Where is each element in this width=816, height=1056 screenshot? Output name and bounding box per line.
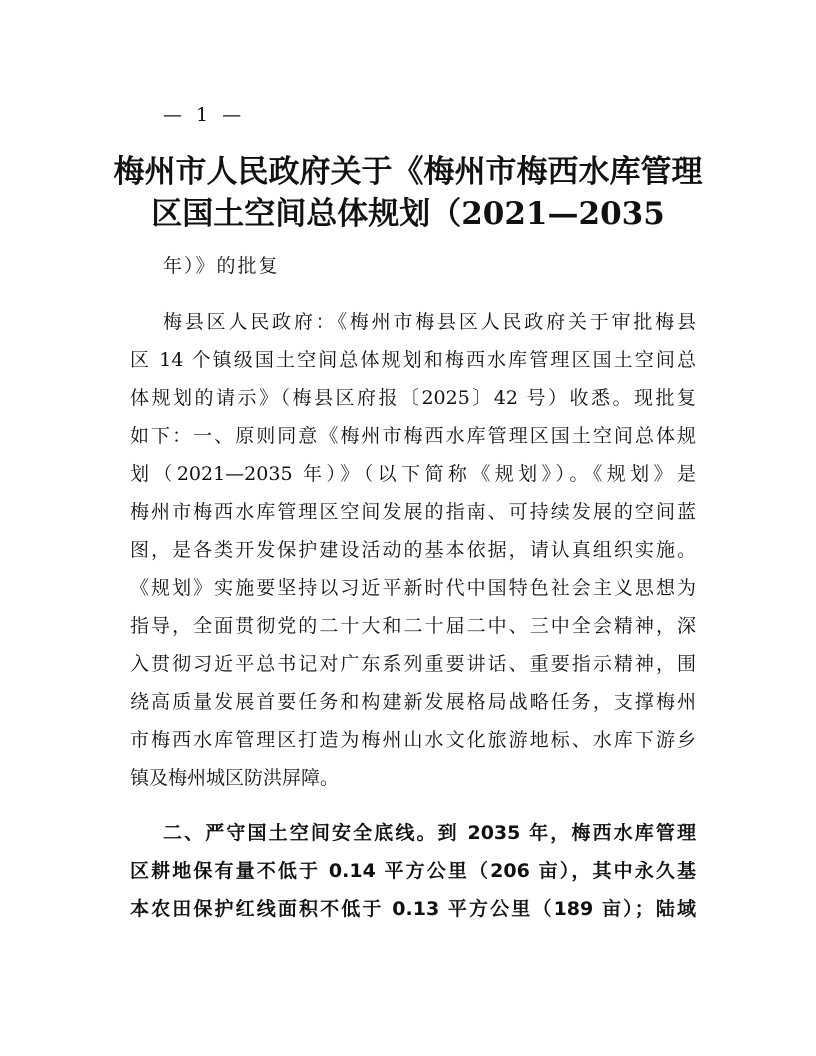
document-title-line-1: 梅州市人民政府关于《梅州市梅西水库管理 <box>113 154 703 190</box>
document-title-line-3: 年）》的批复 <box>163 255 280 277</box>
section-line: 本农田保护红线面积不低于 0.13 平方公里（189 亩）；陆域 <box>130 898 696 920</box>
page-number: — 1 — <box>163 104 246 126</box>
body-line: 梅州市梅西水库管理区空间发展的指南、可持续发展的空间蓝 <box>130 501 696 523</box>
body-line: 指导，全面贯彻党的二十大和二十届二中、三中全会精神，深 <box>130 615 696 637</box>
body-line: 区 14 个镇级国土空间总体规划和梅西水库管理区国土空间总 <box>130 349 696 371</box>
body-line: 绕高质量发展首要任务和构建新发展格局战略任务，支撑梅州 <box>130 691 696 713</box>
body-line: 市梅西水库管理区打造为梅州山水文化旅游地标、水库下游乡 <box>130 729 696 751</box>
body-line: 梅县区人民政府：《梅州市梅县区人民政府关于审批梅县 <box>163 311 696 333</box>
body-line: 图，是各类开发保护建设活动的基本依据，请认真组织实施。 <box>130 539 696 561</box>
body-line: 划（2021—2035 年）》（以下简称《规划》）。《规划》是 <box>130 463 696 485</box>
body-line: 如下：一、原则同意《梅州市梅西水库管理区国土空间总体规 <box>130 425 696 447</box>
body-line: 入贯彻习近平总书记对广东系列重要讲话、重要指示精神，围 <box>130 653 696 675</box>
body-line: 体规划的请示》（梅县区府报〔2025〕42 号）收悉。现批复 <box>130 387 696 409</box>
document-title-line-2: 区国土空间总体规划（2021—2035 <box>151 196 665 232</box>
section-line: 区耕地保有量不低于 0.14 平方公里（206 亩），其中永久基 <box>130 860 696 882</box>
body-line: 《规划》实施要坚持以习近平新时代中国特色社会主义思想为 <box>130 577 696 599</box>
body-line: 镇及梅州城区防洪屏障。 <box>130 767 340 789</box>
section-line: 二、严守国土空间安全底线。到 2035 年，梅西水库管理 <box>163 822 696 844</box>
